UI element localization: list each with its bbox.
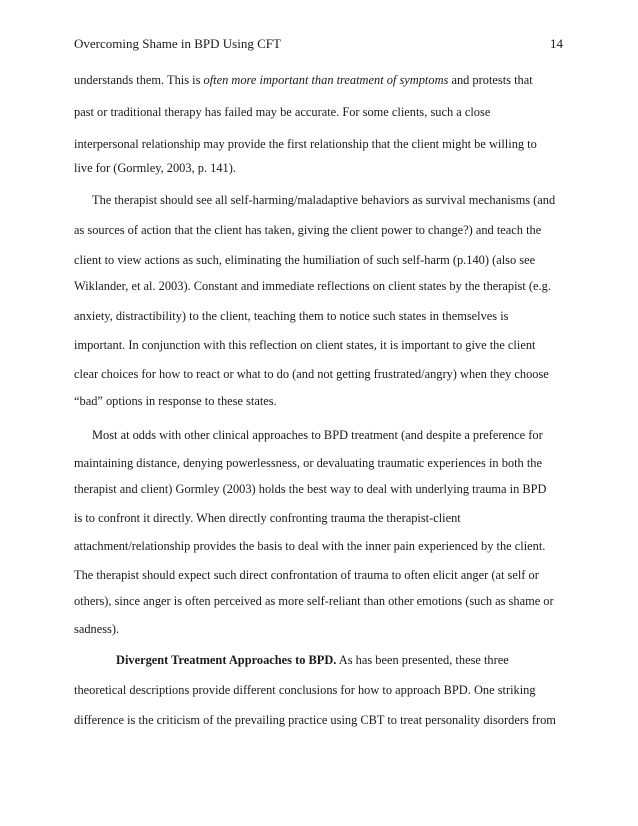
body-line: live for (Gormley, 2003, p. 141). — [74, 161, 236, 175]
body-line: “bad” options in response to these states. — [74, 394, 277, 408]
text-run: As has been presented, these three — [336, 653, 509, 667]
body-line: theoretical descriptions provide different conclusions for how to approach BPD. One striking — [74, 683, 536, 697]
section-heading-line — [116, 652, 564, 668]
paragraph-first-line: The therapist should see all self-harming/maladaptive behaviors as survival mechanisms (and — [92, 193, 556, 207]
body-line: important. In conjunction with this reflection on client states, it is important to give the client — [74, 338, 536, 352]
body-line: The therapist should expect such direct confrontation of trauma to often elicit anger (at self or — [74, 568, 539, 582]
text-run: and protests that — [448, 73, 533, 87]
body-line: past or traditional therapy has failed may be accurate. For some clients, such a close — [74, 105, 491, 119]
body-line: as sources of action that the client has taken, giving the client power to change?) and teach the — [74, 223, 542, 237]
body-line: Wiklander, et al. 2003). Constant and immediate reflections on client states by the therapist (e.g. — [74, 279, 551, 293]
section-heading: Divergent Treatment Approaches to BPD. — [116, 653, 337, 667]
body-line: anxiety, distractibility) to the client, teaching them to notice such states in themselves is — [74, 309, 509, 323]
body-line: client to view actions as such, eliminating the humiliation of such self-harm (p.140) (also see — [74, 253, 536, 267]
body-line: therapist and client) Gormley (2003) holds the best way to deal with underlying trauma in BPD — [74, 482, 547, 496]
body-line: is to confront it directly. When directly confronting trauma the therapist-client — [74, 511, 461, 525]
body-line — [74, 72, 564, 88]
body-line: others), since anger is often perceived as more self-reliant than other emotions (such as shame or — [74, 594, 554, 608]
text-run: understands them. This is — [74, 73, 204, 87]
body-line: clear choices for how to react or what to do (and not getting frustrated/angry) when they choose — [74, 367, 549, 381]
emphasized-text: often more important than treatment of symptoms — [203, 73, 449, 87]
body-line: difference is the criticism of the prevailing practice using CBT to treat personality disorders from — [74, 713, 556, 727]
body-line: interpersonal relationship may provide the first relationship that the client might be willing to — [74, 137, 537, 151]
page-number: 14 — [550, 36, 563, 51]
body-line: maintaining distance, denying powerlessness, or devaluating traumatic experiences in both the — [74, 456, 542, 470]
body-line: attachment/relationship provides the basis to deal with the inner pain experienced by the client. — [74, 539, 546, 553]
running-head: Overcoming Shame in BPD Using CFT — [74, 36, 281, 51]
body-line: sadness). — [74, 622, 120, 636]
paragraph-first-line: Most at odds with other clinical approaches to BPD treatment (and despite a preference for — [92, 428, 543, 442]
